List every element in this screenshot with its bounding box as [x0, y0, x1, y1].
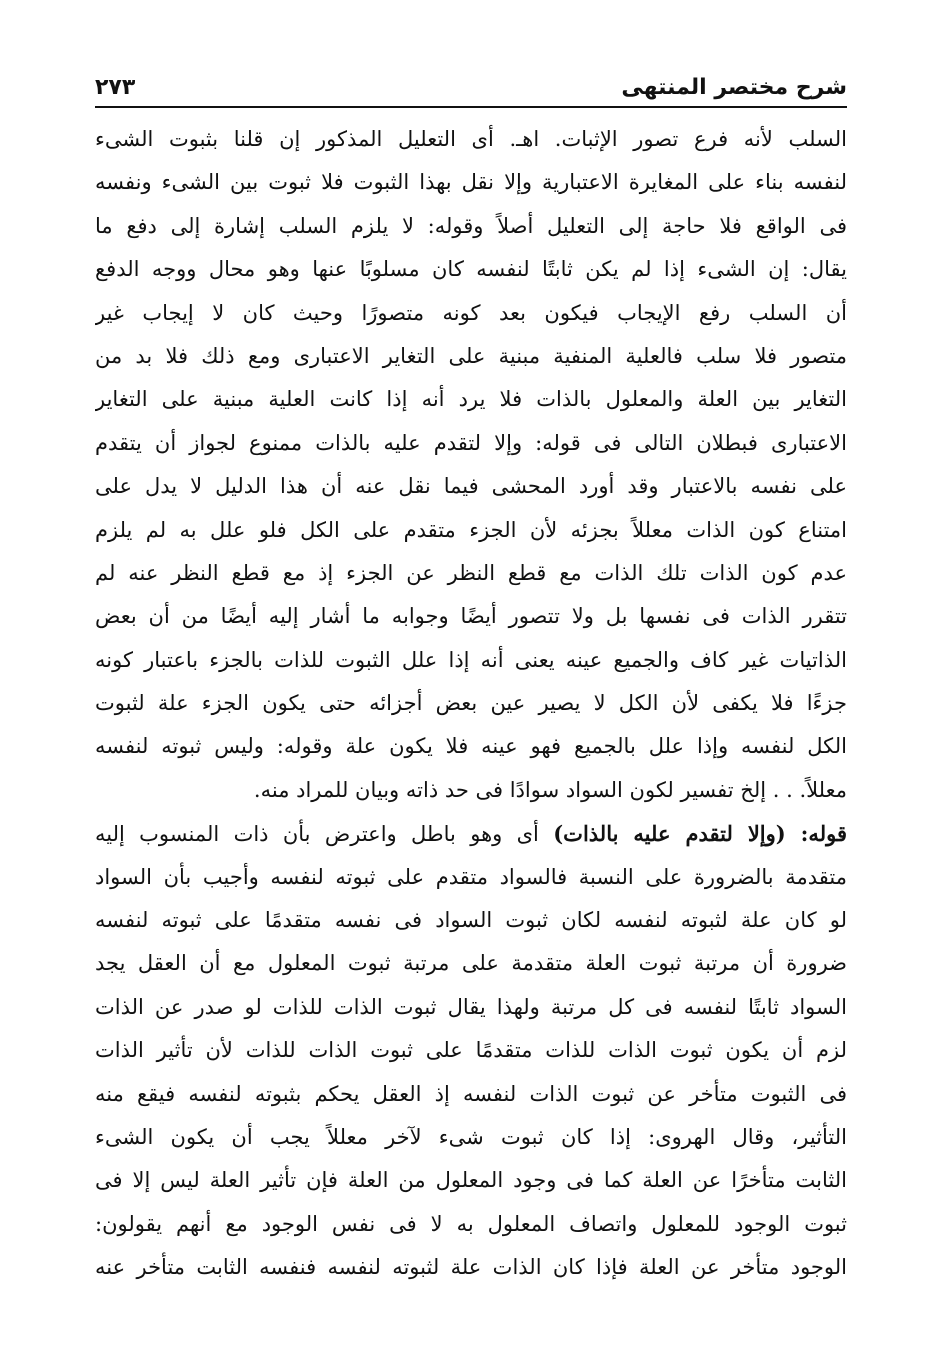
text-line: السواد ثابتًا لنفسه فى كل مرتبة ولهذا يقال ثبوت الذات للذات لو صدر عن الذات [95, 994, 847, 1019]
text-line: لنفسه بناء على المغايرة الاعتبارية وإلا نقل بهذا الثبوت فلا ثبوت بين الشىء ونفسه [95, 170, 847, 195]
text-line: يقال: إن الشىء إذا لم يكن ثابتًا لنفسه كان مسلوبًا عنها وهو محال ووجه الدفع [95, 257, 847, 282]
text-line: جزءًا فلا يكفى لأن الكل لا يصير عين بعض أجزائه حتى يكون الجزء علة لثبوت [95, 691, 847, 716]
text-line: فى الثبوت متأخر عن ثبوت الذات لنفسه إذ العقل يحكم بثبوته لنفسه فيقع منه [95, 1081, 847, 1106]
text-line: التغاير بين العلة والمعلول بالذات فلا يرد أنه إذا كانت العلية مبنية على التغاير [95, 387, 847, 412]
lemma-heading: قوله: (وإلا لتقدم عليه بالذات) [553, 821, 847, 847]
text-line: أن السلب رفع الإيجاب فيكون بعد كونه متصورًا وحيث كان لا إيجاب غير [95, 300, 847, 325]
page-number: ٢٧٣ [95, 75, 136, 100]
text-line: لزم أن يكون ثبوت الذات للذات متقدمًا على ثبوت الذات للذات لأن تأثير الذات [95, 1038, 847, 1063]
paragraph-start-line [95, 812, 847, 855]
text-line: امتناع كون الذات معللاً بجزئه لأن الجزء متقدم على الكل فلو علل به لم يلزم [95, 517, 847, 542]
text-line: الذاتيات غير كاف والجميع عينه يعنى أنه إذا علل الثبوت للذات بالجزء باعتبار كونه [95, 647, 847, 672]
text-line: لو كان علة لثبوته لنفسه لكان ثبوت السواد فى نفسه متقدمًا على ثبوته لنفسه [95, 908, 847, 933]
text-line: فى الواقع فلا حاجة إلى التعليل أصلاً وقوله: لا يلزم السلب إشارة إلى دفع ما [95, 213, 847, 238]
text-line: متصور فلا سلب فالعلية المنفية مبنية على التغاير الاعتبارى ومع ذلك فلا بد من [95, 343, 847, 368]
text-line: الثابت متأخرًا عن العلة كما فى وجود المعلول من العلة فإن تأثير العلة ليس إلا فى [95, 1168, 847, 1193]
text-line: ضرورة أن مرتبة ثبوت العلة متقدمة على مرتبة ثبوت المعلول مع أن العقل يجد [95, 951, 847, 976]
text-line: الاعتبارى فبطلان التالى فى قوله: وإلا لتقدم عليه بالذات ممنوع لجواز أن يتقدم [95, 430, 847, 455]
running-title: شرح مختصر المنتهى [621, 75, 847, 100]
text-line: الكل لنفسه وإذا علل بالجميع فهو عينه فلا يكون علة وقوله: وليس ثبوته لنفسه [95, 734, 847, 759]
page-header [95, 60, 847, 108]
text-line: معللاً. . . إلخ تفسير لكون السواد سوادًا فى حد ذاته وبيان للمراد منه. [253, 777, 847, 802]
text-line: الوجود متأخر عن العلة فإذا كان الذات علة لثبوته لنفسه فنفسه الثابت متأخر عنه [95, 1255, 847, 1280]
text-line: عدم كون الذات تلك الذات مع قطع النظر عن الجزء إذ مع قطع النظر عنه لم [95, 560, 847, 585]
text-line: السلب لأنه فرع تصور الإثبات. اهـ. أى التعليل المذكور إن قلنا بثبوت الشىء [95, 127, 847, 151]
text-line: متقدمة بالضرورة على النسبة فالسواد متقدم على ثبوته لنفسه وأجيب بأن السواد [95, 864, 847, 889]
text-line: التأثير، وقال الهروى: إذا كان ثبوت شىء لآخر معللاً يجب أن يكون الشىء [95, 1124, 847, 1149]
text-line: على نفسه بالاعتبار وقد أورد المحشى فيما نقل عنه أن هذا الدليل لا يدل على [95, 474, 847, 499]
lemma-rest: أى وهو باطل واعترض بأن ذات المنسوب إليه [95, 822, 554, 847]
text-line: تتقرر الذات فى نفسها بل ولا تتصور أيضًا وجوابه ما أشار إليه أيضًا من أن بعض [95, 604, 847, 629]
body-text [95, 118, 847, 1290]
text-line: ثبوت الوجود للمعلول واتصاف المعلول به لا فى نفس الوجود مع أنهم يقولون: [95, 1211, 847, 1236]
